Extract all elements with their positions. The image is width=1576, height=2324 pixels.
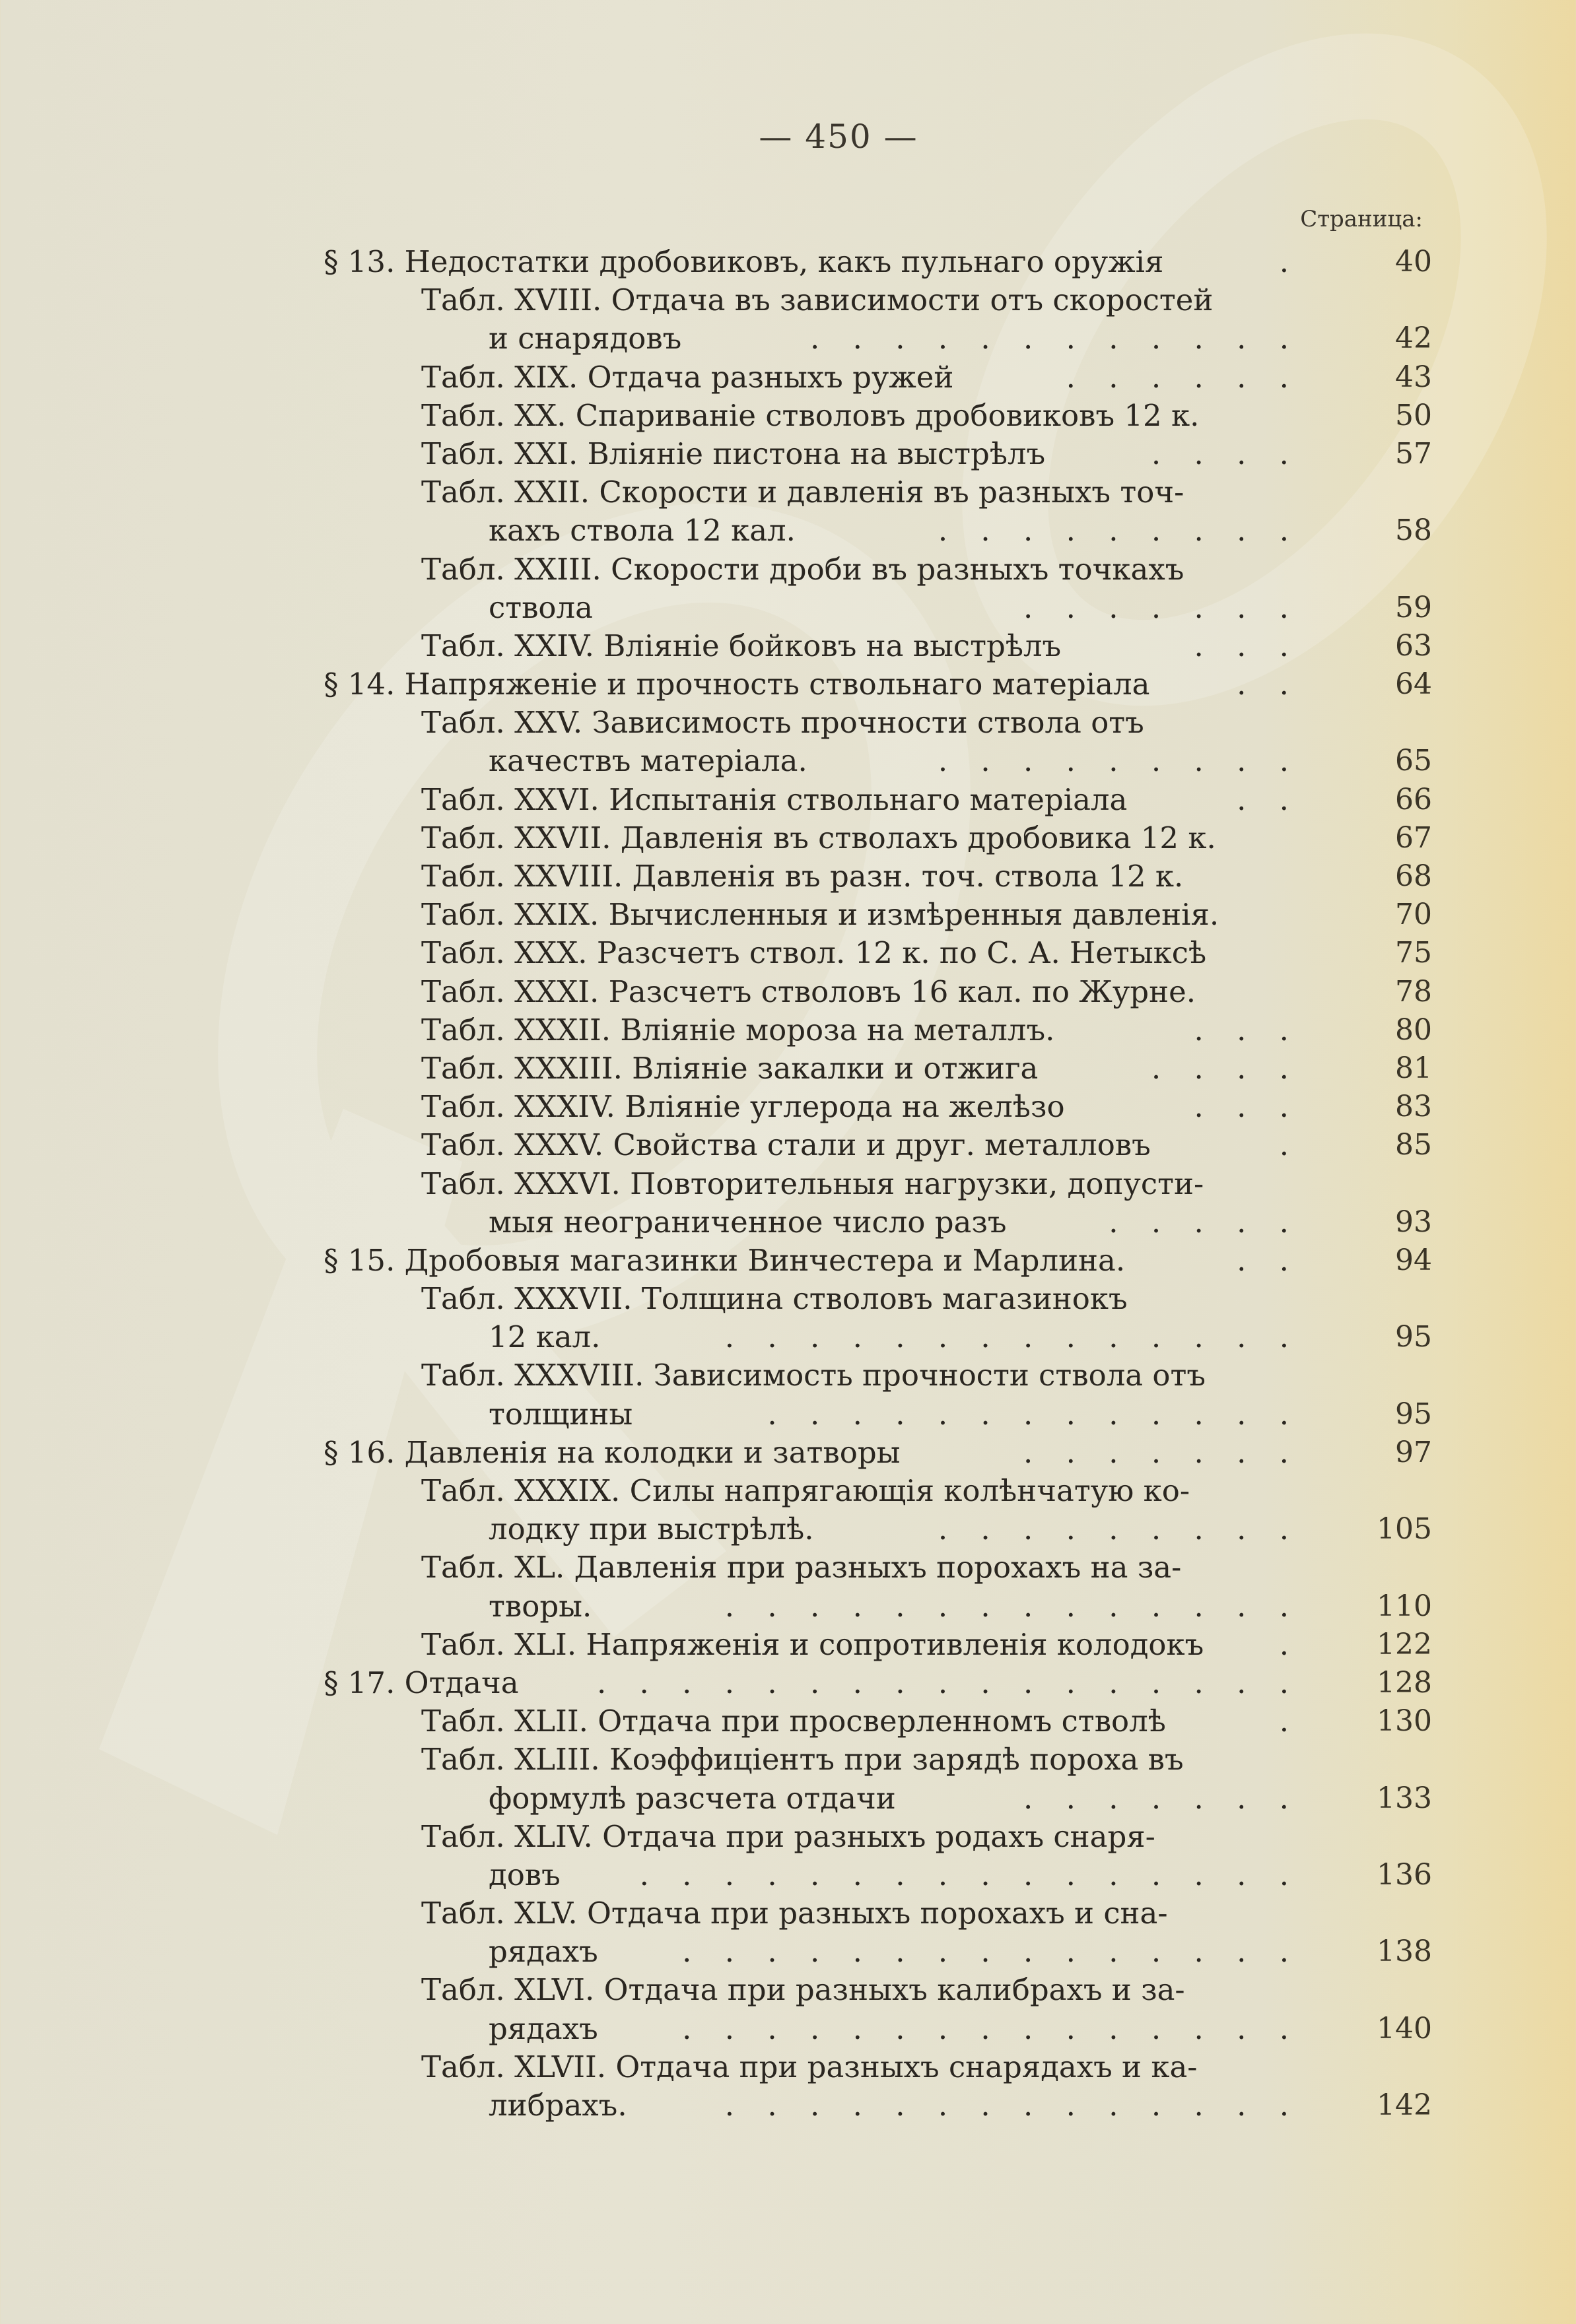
toc-page-number: 97 <box>1395 1435 1432 1469</box>
dot-leader: . . . . . . . . . . . . <box>810 321 1301 356</box>
toc-section-entry <box>0 665 1576 704</box>
toc-page-number: 93 <box>1395 1205 1432 1239</box>
toc-entry-title: Табл. XVIII. Отдача въ зависимости отъ скоростей <box>421 282 1214 318</box>
toc-table-entry <box>0 550 1576 589</box>
dot-leader: . . . . . . . . . . . . . . <box>724 2088 1301 2123</box>
toc-entry-title: и снарядовъ <box>489 321 682 356</box>
toc-entry-title: Табл. XXXI. Разсчетъ стволовъ 16 кал. по Журне. <box>421 974 1196 1009</box>
toc-page-number: 58 <box>1395 514 1432 548</box>
toc-page-number: 68 <box>1395 859 1432 893</box>
toc-table-entry <box>0 435 1576 473</box>
toc-page-number: 65 <box>1395 744 1432 778</box>
toc-page-number: 63 <box>1395 628 1432 663</box>
toc-entry-title: Табл. XXXIV. Вліяніе углерода на желѣзо <box>421 1089 1065 1125</box>
toc-page-number: 136 <box>1377 1857 1432 1892</box>
toc-table-entry <box>0 1280 1576 1318</box>
toc-entry-title: лодку при выстрѣлѣ. <box>489 1511 814 1547</box>
toc-page-number: 64 <box>1395 667 1432 702</box>
dot-leader: . . . . . . . <box>1023 1780 1301 1816</box>
dot-leader: . . . . . . . . . . . . . <box>767 1396 1301 1432</box>
toc-entry-continuation <box>0 319 1576 358</box>
toc-table-entry <box>0 281 1576 319</box>
dot-leader: . <box>1279 1127 1301 1163</box>
toc-page-number: 66 <box>1395 782 1432 816</box>
toc-entry-title: Табл. XLVII. Отдача при разныхъ снарядахъ и ка- <box>421 2049 1198 2084</box>
dot-leader: . . . . . <box>1109 1204 1301 1240</box>
toc-table-entry <box>0 1126 1576 1164</box>
toc-entry-title: Табл. XXX. Разсчетъ ствол. 12 к. по С. А. Нетыксѣ <box>421 935 1207 971</box>
toc-entry-title: Табл. XXXV. Свойства стали и друг. металловъ <box>421 1127 1151 1163</box>
page-column-header: Страница: <box>1300 206 1423 232</box>
dot-leader: . . . . . . <box>1066 359 1301 395</box>
toc-table-entry <box>0 397 1576 435</box>
toc-entry-title: Табл. XXVI. Испытанія ствольнаго матеріала <box>421 781 1128 817</box>
toc-entry-title: Табл. XXXVIII. Зависимость прочности ствола отъ <box>421 1358 1206 1393</box>
dot-leader: . <box>1279 1626 1301 1662</box>
toc-entry-title: § 17. Отдача <box>324 1665 519 1700</box>
toc-entry-continuation <box>0 1933 1576 1971</box>
toc-entry-title: рядахъ <box>489 2010 598 2046</box>
toc-section-entry <box>0 1242 1576 1280</box>
toc-entry-title: Табл. XXIX. Вычисленныя и измѣренныя давленія. <box>421 897 1219 933</box>
toc-entry-title: Табл. XIX. Отдача разныхъ ружей <box>421 359 954 395</box>
toc-page-number: 40 <box>1395 245 1432 279</box>
toc-entry-title: § 16. Давленія на колодки и затворы <box>324 1434 901 1470</box>
toc-entry-title: ствола <box>489 589 593 625</box>
toc-table-entry <box>0 1741 1576 1779</box>
toc-entry-title: Табл. XLII. Отдача при просверленномъ стволѣ <box>421 1704 1166 1739</box>
toc-entry-title: Табл. XL. Давленія при разныхъ порохахъ на за- <box>421 1550 1182 1585</box>
toc-table-entry <box>0 934 1576 972</box>
toc-entry-title: формулѣ разсчета отдачи <box>489 1780 896 1816</box>
toc-entry-title: § 14. Напряженіе и прочность ствольнаго матеріала <box>324 667 1150 702</box>
toc-page-number: 67 <box>1395 820 1432 855</box>
toc-table-entry <box>0 1971 1576 2009</box>
toc-entry-continuation <box>0 512 1576 550</box>
toc-entry-title: творы. <box>489 1588 592 1624</box>
toc-entry-title: Табл. XLI. Напряженія и сопротивленія колодокъ <box>421 1626 1204 1662</box>
toc-table-entry <box>0 1818 1576 1856</box>
toc-section-entry <box>0 243 1576 281</box>
toc-entry-title: Табл. XXVIII. Давленія въ разн. точ. ствола 12 к. <box>421 859 1184 894</box>
toc-table-entry <box>0 1702 1576 1741</box>
dot-leader: . <box>1279 244 1301 279</box>
toc-entry-title: Табл. XXII. Скорости и давленія въ разныхъ точ- <box>421 475 1184 510</box>
dot-leader: . . . . . . . . . . . . . . . <box>682 1934 1301 1970</box>
toc-table-entry <box>0 1894 1576 1933</box>
dot-leader: . . . <box>1194 1089 1301 1125</box>
toc-page-number: 122 <box>1377 1627 1432 1661</box>
toc-table-entry <box>0 473 1576 512</box>
toc-entry-continuation <box>0 1587 1576 1626</box>
toc-page-number: 78 <box>1395 974 1432 1009</box>
toc-entry-continuation <box>0 1318 1576 1356</box>
toc-entry-continuation <box>0 1395 1576 1434</box>
toc-table-entry <box>0 704 1576 742</box>
toc-table-entry <box>0 1472 1576 1510</box>
toc-page-number: 59 <box>1395 590 1432 624</box>
toc-table-entry <box>0 896 1576 934</box>
toc-page-number: 94 <box>1395 1243 1432 1277</box>
toc-page-number: 110 <box>1377 1589 1432 1623</box>
toc-entry-title: Табл. XLIV. Отдача при разныхъ родахъ снаря- <box>421 1818 1155 1854</box>
toc-entry-title: Табл. XLIII. Коэффиціентъ при зарядѣ пороха въ <box>421 1742 1184 1777</box>
dot-leader: . . . . . . . . . . . . . . . . . <box>596 1665 1301 1700</box>
toc-page-number: 42 <box>1395 321 1432 356</box>
toc-entry-continuation <box>0 1779 1576 1818</box>
toc-table-entry <box>0 2048 1576 2086</box>
dot-leader: . . . . . . . <box>1023 589 1301 625</box>
dot-leader: . <box>1279 1704 1301 1739</box>
toc-entry-title: Табл. XXXVI. Повторительныя нагрузки, допусти- <box>421 1166 1204 1201</box>
toc-entry-title: мыя неограниченное число разъ <box>489 1204 1007 1240</box>
dot-leader: . . <box>1237 667 1301 702</box>
toc-entry-continuation <box>0 742 1576 780</box>
toc-table-entry <box>0 1548 1576 1587</box>
toc-table-entry <box>0 1165 1576 1203</box>
toc-page-number: 142 <box>1377 2088 1432 2122</box>
toc-page-number: 138 <box>1377 1935 1432 1969</box>
toc-table-entry <box>0 1626 1576 1664</box>
toc-table-entry <box>0 819 1576 857</box>
dot-leader: . . . . . . . <box>1023 1434 1301 1470</box>
table-of-contents <box>0 243 1576 2125</box>
toc-page-number: 43 <box>1395 360 1432 394</box>
toc-entry-title: Табл. XXIII. Скорости дроби въ разныхъ точкахъ <box>421 551 1184 587</box>
toc-entry-title: Табл. XXI. Вліяніе пистона на выстрѣлъ <box>421 436 1046 471</box>
toc-entry-title: Табл. XXIV. Вліяніе бойковъ на выстрѣлъ <box>421 628 1062 663</box>
page-number: — 450 — <box>759 117 918 156</box>
toc-page-number: 81 <box>1395 1051 1432 1085</box>
toc-entry-title: Табл. XXXII. Вліяніе мороза на металлъ. <box>421 1012 1055 1047</box>
toc-page-number: 80 <box>1395 1013 1432 1047</box>
dot-leader: . . . . . . . . . . . . . . . . <box>639 1857 1301 1892</box>
dot-leader: . . . . . . . . . <box>938 513 1301 548</box>
dot-leader: . . . . . . . . . . . . . . <box>724 1319 1301 1355</box>
toc-section-entry <box>0 1664 1576 1702</box>
dot-leader: . . . <box>1194 1012 1301 1047</box>
toc-entry-continuation <box>0 2010 1576 2048</box>
toc-entry-title: толщины <box>489 1396 633 1432</box>
toc-table-entry <box>0 1011 1576 1049</box>
toc-entry-title: Табл. XLVI. Отдача при разныхъ калибрахъ и за- <box>421 1972 1185 2008</box>
dot-leader: . . . . . . . . . . . . . . <box>724 1588 1301 1624</box>
toc-entry-title: Табл. XLV. Отдача при разныхъ порохахъ и сна- <box>421 1896 1168 1931</box>
toc-entry-continuation <box>0 2086 1576 2125</box>
toc-section-entry <box>0 1434 1576 1472</box>
toc-entry-title: § 13. Недостатки дробовиковъ, какъ пульнаго оружія <box>324 244 1164 279</box>
toc-entry-title: Табл. XX. Спариваніе стволовъ дробовиковъ 12 к. <box>421 397 1200 433</box>
dot-leader: . . . . . . . . . . . . . . . <box>682 2010 1301 2046</box>
toc-entry-title: Табл. XXVII. Давленія въ стволахъ дробовика 12 к. <box>421 820 1216 855</box>
dot-leader: . . . . . . . . . <box>938 1511 1301 1547</box>
toc-page-number: 83 <box>1395 1090 1432 1124</box>
toc-entry-title: качествъ матеріала. <box>489 743 807 779</box>
toc-page-number: 128 <box>1377 1665 1432 1700</box>
toc-table-entry <box>0 857 1576 896</box>
toc-page-number: 57 <box>1395 436 1432 471</box>
toc-page-number: 70 <box>1395 898 1432 932</box>
toc-table-entry <box>0 1356 1576 1395</box>
toc-entry-continuation <box>0 1203 1576 1242</box>
toc-entry-title: § 15. Дробовыя магазинки Винчестера и Марлина. <box>324 1242 1126 1278</box>
dot-leader: . . . . . . . . . <box>938 743 1301 779</box>
dot-leader: . . . <box>1194 628 1301 663</box>
dot-leader: . . <box>1237 781 1301 817</box>
toc-table-entry <box>0 1049 1576 1088</box>
toc-entry-title: Табл. XXV. Зависимость прочности ствола отъ <box>421 705 1144 741</box>
toc-page-number: 130 <box>1377 1704 1432 1739</box>
toc-entry-title: Табл. XXXIX. Силы напрягающія колѣнчатую ко- <box>421 1473 1190 1508</box>
toc-table-entry <box>0 781 1576 819</box>
toc-entry-title: 12 кал. <box>489 1319 601 1355</box>
toc-page-number: 75 <box>1395 936 1432 970</box>
dot-leader: . . <box>1237 1242 1301 1278</box>
toc-page-number: 95 <box>1395 1320 1432 1354</box>
toc-page-number: 50 <box>1395 398 1432 432</box>
toc-page-number: 133 <box>1377 1781 1432 1815</box>
toc-page-number: 105 <box>1377 1512 1432 1546</box>
toc-page-number: 95 <box>1395 1397 1432 1431</box>
toc-page-number: 140 <box>1377 2011 1432 2045</box>
toc-entry-title: Табл. XXXIII. Вліяніе закалки и отжига <box>421 1050 1039 1086</box>
toc-entry-title: кахъ ствола 12 кал. <box>489 513 796 548</box>
toc-table-entry <box>0 973 1576 1011</box>
dot-leader: . . . . <box>1151 1050 1301 1086</box>
toc-entry-continuation <box>0 1510 1576 1548</box>
toc-entry-title: либрахъ. <box>489 2088 627 2123</box>
toc-entry-title: рядахъ <box>489 1934 598 1970</box>
toc-entry-continuation <box>0 589 1576 627</box>
toc-page-number: 85 <box>1395 1128 1432 1162</box>
toc-entry-title: довъ <box>489 1857 561 1892</box>
toc-table-entry <box>0 358 1576 397</box>
toc-table-entry <box>0 627 1576 665</box>
toc-entry-title: Табл. XXXVII. Толщина стволовъ магазинокъ <box>421 1281 1128 1317</box>
toc-table-entry <box>0 1088 1576 1126</box>
toc-entry-continuation <box>0 1856 1576 1894</box>
dot-leader: . . . . <box>1151 436 1301 471</box>
